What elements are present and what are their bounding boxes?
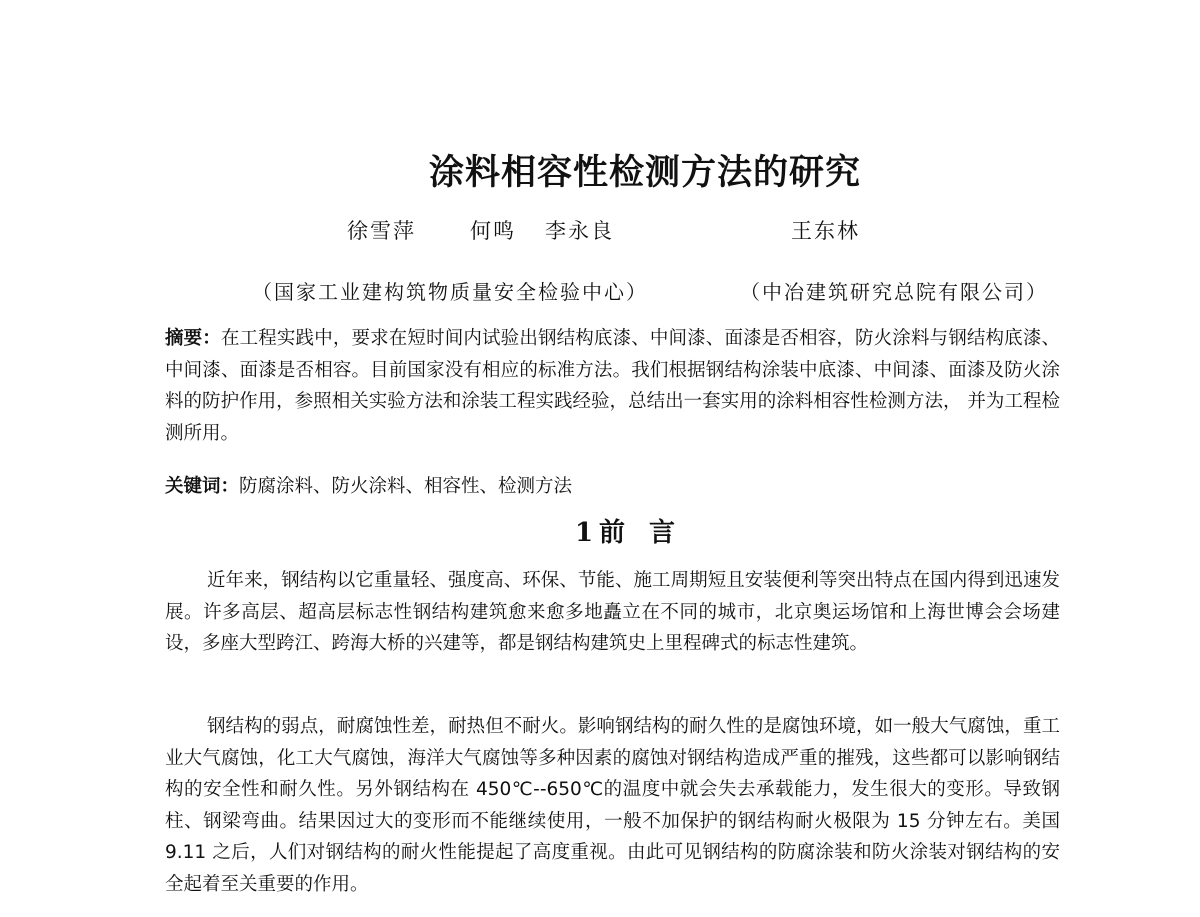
- section-title-part: 前: [599, 518, 626, 548]
- author-name: 李永良: [545, 219, 614, 243]
- keywords: [165, 471, 1060, 503]
- paper-title: 涂料相容性检测方法的研究: [428, 152, 861, 193]
- abstract-text: 在工程实践中，要求在短时间内试验出钢结构底漆、中间漆、面漆是否相容，防火涂料与钢结构底漆、中间漆、面漆是否相容。目前国家没有相应的标准方法。我们根据钢结构涂装中底漆、中间漆、面漆及防火涂料的防护作用，参照相关实验方法和涂装工程实践经验，总结出一套实用的涂料相容性检测方法， 并为工程检测所用。: [165, 328, 1060, 444]
- abstract: [165, 323, 1060, 449]
- section-heading: [0, 513, 1200, 553]
- section-number: 1: [574, 518, 594, 548]
- keywords-label: 关键词：: [165, 476, 240, 497]
- affiliation: （中冶建筑研究总院有限公司）: [740, 280, 1048, 304]
- author-name: 王东林: [791, 219, 860, 243]
- author-name: 徐雪萍: [347, 219, 416, 243]
- section-title-part: 言: [649, 518, 676, 548]
- author-name: 何鸣: [470, 219, 516, 243]
- keywords-text: 防腐涂料、防火涂料、相容性、检测方法: [239, 476, 573, 497]
- paragraph: 近年来，钢结构以它重量轻、强度高、环保、节能、施工周期短且安装便利等突出特点在国内得到迅速发展。许多高层、超高层标志性钢结构建筑愈来愈多地矗立在不同的城市，北京奥运场馆和上海世博会会场建设，多座大型跨江、跨海大桥的兴建等，都是钢结构建筑史上里程碑式的标志性建筑。: [165, 570, 1060, 654]
- paragraph: 钢结构的弱点，耐腐蚀性差，耐热但不耐火。影响钢结构的耐久性的是腐蚀环境，如一般大气腐蚀，重工业大气腐蚀，化工大气腐蚀，海洋大气腐蚀等多种因素的腐蚀对钢结构造成严重的摧残，这些都可以影响钢结构的安全性和耐久性。另外钢结构在 450℃--650℃的温度中就会失去承载能力，发生很大的变形。导致钢柱、钢梁弯曲。结果因过大的变形而不能继续使用，一般不加保护的钢结构耐火极限为 15 分钟左右。美国 9.11 之后，人们对钢结构的耐火性能提起了高度重视。由此可见钢结构的防腐涂装和防火涂装对钢结构的安全起着至关重要的作用。: [165, 716, 1060, 895]
- affiliation: （国家工业建构筑物质量安全检验中心）: [252, 280, 648, 304]
- abstract-label: 摘要：: [165, 328, 221, 349]
